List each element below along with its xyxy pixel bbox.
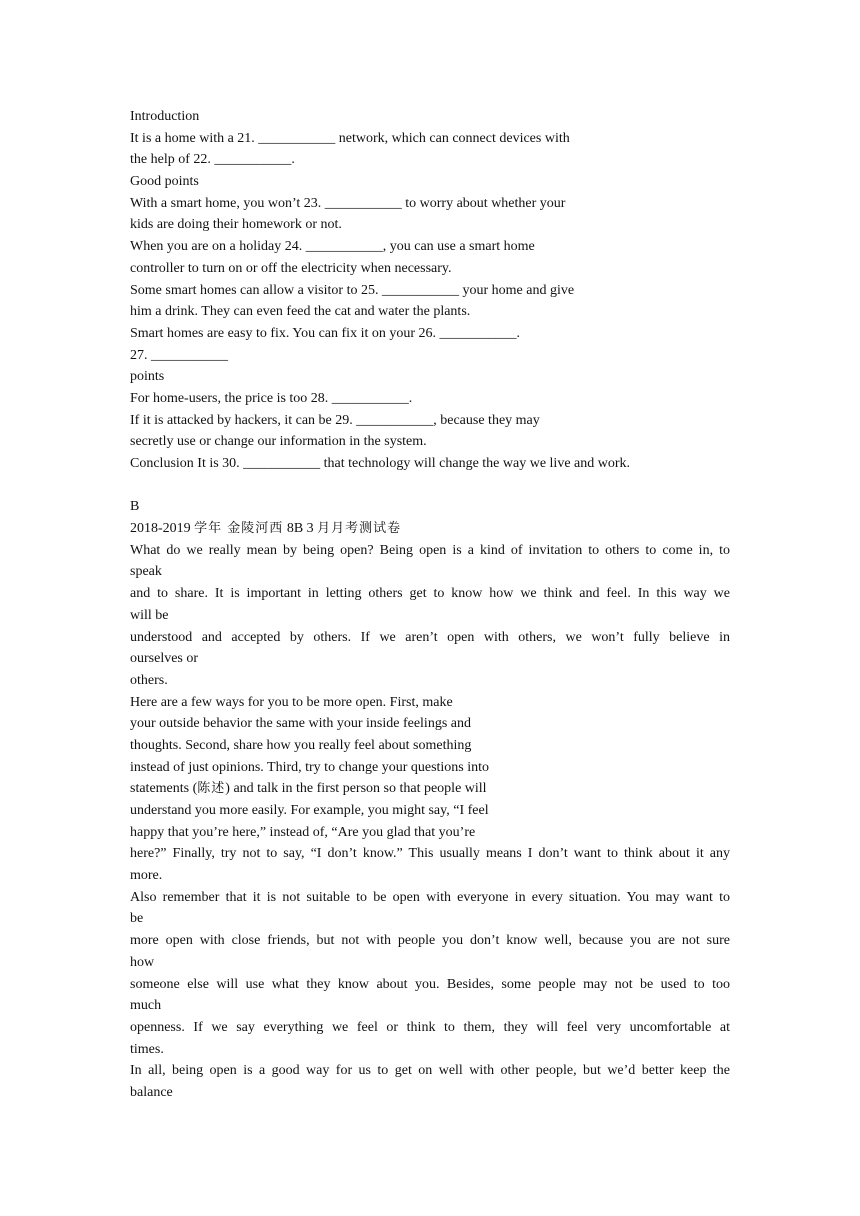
good-point-3-line-1: Some smart homes can allow a visitor to 25. ___________ your home and give bbox=[130, 282, 575, 298]
source-year: 2018-2019 bbox=[130, 521, 191, 537]
source-school: 学年 金陵河西 bbox=[194, 521, 284, 537]
passage-line: here?” Finally, try not to say, “I don’t know.” This usually means I don’t want to think about it any bbox=[130, 846, 730, 862]
passage-line: and to share. It is important in letting others get to know how we think and feel. In this way we bbox=[130, 586, 730, 602]
passage-block-1 bbox=[130, 540, 730, 779]
bad-point-1: For home-users, the price is too 28. ___________. bbox=[130, 390, 413, 406]
statements-pre: statements ( bbox=[130, 781, 198, 797]
passage-line: happy that you’re here,” instead of, “Are you glad that you’re bbox=[130, 824, 476, 840]
good-point-1-line-1: With a smart home, you won’t 23. ___________ to worry about whether your bbox=[130, 195, 566, 211]
part-b-label: B bbox=[130, 499, 140, 515]
section-heading-introduction: Introduction bbox=[130, 109, 200, 124]
source-line bbox=[130, 518, 730, 540]
good-point-2-line-2: controller to turn on or off the electricity when necessary. bbox=[130, 260, 452, 276]
passage-line: be bbox=[130, 911, 144, 927]
passage-line: openness. If we say everything we feel or think to them, they will feel very uncomfortable at bbox=[130, 1019, 730, 1035]
passage-line: others. bbox=[130, 672, 168, 688]
passage-line-statements bbox=[130, 778, 730, 800]
statements-chinese-gloss: 陈述 bbox=[197, 781, 226, 797]
passage-line: times. bbox=[130, 1041, 164, 1057]
passage-line: instead of just opinions. Third, try to change your questions into bbox=[130, 759, 490, 775]
bad-point-2-line-2: secretly use or change our information in the system. bbox=[130, 434, 427, 450]
passage-line: speak bbox=[130, 564, 162, 580]
intro-line-1: It is a home with a 21. ___________ network, which can connect devices with bbox=[130, 130, 570, 146]
document-page bbox=[130, 106, 730, 1104]
good-point-2-line-1: When you are on a holiday 24. ___________, you can use a smart home bbox=[130, 239, 535, 255]
conclusion-line: Conclusion It is 30. ___________ that technology will change the way we live and work. bbox=[130, 456, 631, 471]
blank-line bbox=[130, 475, 730, 497]
passage-block-2 bbox=[130, 800, 730, 1104]
passage-line: understood and accepted by others. If we aren’t open with others, we won’t fully believe in bbox=[130, 629, 730, 645]
passage-line: thoughts. Second, share how you really feel about something bbox=[130, 737, 472, 753]
statements-post: ) and talk in the first person so that people will bbox=[225, 781, 487, 797]
intro-line-2: the help of 22. ___________. bbox=[130, 152, 295, 168]
section-heading-good-points: Good points bbox=[130, 174, 199, 190]
source-grade: 8B 3 bbox=[286, 521, 314, 537]
passage-line: balance bbox=[130, 1084, 173, 1100]
good-point-3-line-2: him a drink. They can even feed the cat and water the plants. bbox=[130, 304, 471, 320]
passage-line: someone else will use what they know about you. Besides, some people may not be used to too bbox=[130, 976, 730, 992]
good-point-4: Smart homes are easy to fix. You can fix it on your 26. ___________. bbox=[130, 325, 521, 341]
source-exam: 月月考测试卷 bbox=[317, 521, 402, 537]
section-heading-points: points bbox=[130, 369, 165, 385]
passage-line: ourselves or bbox=[130, 651, 199, 667]
passage-line: more open with close friends, but not with people you don’t know well, because you are not sure bbox=[130, 933, 730, 949]
question-27-blank: 27. ___________ bbox=[130, 347, 228, 363]
passage-line: Here are a few ways for you to be more open. First, make bbox=[130, 694, 453, 710]
passage-line: In all, being open is a good way for us to get on well with other people, but we’d better keep the bbox=[130, 1063, 730, 1079]
passage-line: understand you more easily. For example, you might say, “I feel bbox=[130, 803, 489, 818]
bad-point-2-line-1: If it is attacked by hackers, it can be 29. ___________, because they may bbox=[130, 412, 540, 428]
passage-line: Also remember that it is not suitable to be open with everyone in every situation. You may want to bbox=[130, 889, 730, 905]
passage-line: will be bbox=[130, 607, 169, 623]
good-point-1-line-2: kids are doing their homework or not. bbox=[130, 217, 342, 233]
passage-line: more. bbox=[130, 868, 163, 884]
passage-line: much bbox=[130, 998, 162, 1014]
passage-line: your outside behavior the same with your inside feelings and bbox=[130, 716, 471, 732]
passage-line: What do we really mean by being open? Being open is a kind of invitation to others to come in, to bbox=[130, 542, 730, 558]
passage-line: how bbox=[130, 954, 155, 970]
